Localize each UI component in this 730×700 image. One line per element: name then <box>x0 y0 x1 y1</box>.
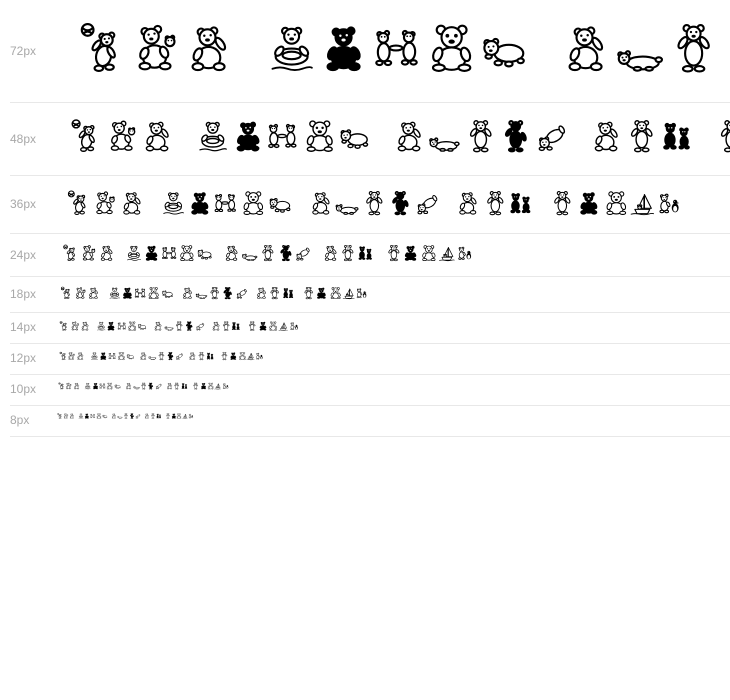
black-teddy-seated-icon <box>143 241 161 265</box>
crawling-panda-icon <box>126 350 135 362</box>
bears-in-sailboat-icon <box>438 241 456 265</box>
bear-with-penguin-icon <box>222 381 229 391</box>
black-teddy-seated-icon <box>258 319 268 333</box>
bending-bear-icon <box>155 381 162 391</box>
standing-bear-icon <box>667 12 720 84</box>
black-teddy-seated-icon <box>315 284 328 302</box>
waterfall-row-18 <box>10 277 730 313</box>
standing-bear-icon <box>624 112 660 160</box>
glyph-preview <box>55 109 730 169</box>
two-black-bears-icon <box>660 112 696 160</box>
standing-bear-icon <box>361 185 388 221</box>
waterfall-row-8 <box>10 406 730 437</box>
panda-in-swim-ring-icon <box>90 350 99 362</box>
lying-bear-icon <box>164 319 174 333</box>
seated-bear-arm-up-icon <box>125 381 132 391</box>
big-seated-bear-icon <box>240 185 267 221</box>
font-size-label: 72px <box>10 43 37 58</box>
seated-bear-arm-up-icon <box>392 112 428 160</box>
bears-in-sailboat-icon <box>246 350 255 362</box>
word-space <box>248 299 255 300</box>
glyph-preview <box>55 350 730 368</box>
black-teddy-seated-icon <box>106 319 116 333</box>
seated-bear-waving-icon <box>455 185 482 221</box>
waterfall-row-10 <box>10 375 730 406</box>
black-teddy-seated-icon <box>187 185 214 221</box>
bear-with-penguin-icon <box>255 350 264 362</box>
black-standing-bear-icon <box>720 12 730 84</box>
big-seated-bear-icon <box>425 12 478 84</box>
word-space <box>295 299 302 300</box>
seated-bear-waving-icon <box>80 319 90 333</box>
waterfall-row-12 <box>10 344 730 375</box>
bending-bear-icon <box>294 241 312 265</box>
standing-bear-icon <box>482 185 509 221</box>
glyph-preview <box>55 240 730 270</box>
seated-bear-arm-up-icon <box>560 12 613 84</box>
big-seated-bear-icon <box>147 284 160 302</box>
bear-reaching-ball-icon <box>60 284 73 302</box>
black-standing-bear-icon <box>166 350 175 362</box>
bending-bear-icon <box>175 350 184 362</box>
standing-bear-icon <box>197 350 206 362</box>
black-standing-bear-icon <box>147 381 154 391</box>
bear-with-penguin-icon <box>188 412 194 420</box>
bears-holding-hands-icon <box>372 12 425 84</box>
panda-in-swim-ring-icon <box>160 185 187 221</box>
word-space <box>146 216 160 217</box>
font-waterfall-preview <box>10 0 730 437</box>
word-space <box>100 299 107 300</box>
standing-bear-walking-icon <box>192 381 199 391</box>
bear-reaching-ball-icon <box>66 185 93 221</box>
word-space <box>176 153 195 154</box>
word-space <box>535 216 549 217</box>
crawling-panda-icon <box>478 12 531 84</box>
waterfall-row-14 <box>10 313 730 344</box>
font-size-label: 8px <box>10 413 30 428</box>
panda-in-swim-ring-icon <box>108 284 121 302</box>
bears-holding-hands-icon <box>161 241 179 265</box>
two-black-bears-icon <box>206 350 215 362</box>
bear-reaching-ball-icon <box>58 381 65 391</box>
mother-bear-with-cub-icon <box>65 381 72 391</box>
black-standing-bear-icon <box>221 284 234 302</box>
word-space <box>569 153 588 154</box>
lying-bear-icon <box>334 185 361 221</box>
standing-bear-icon <box>259 241 277 265</box>
bear-with-penguin-icon <box>289 319 299 333</box>
seated-bear-waving-icon <box>87 284 100 302</box>
font-size-label: 10px <box>10 382 37 397</box>
bear-reaching-ball-icon <box>59 319 69 333</box>
seated-bear-waving-icon <box>76 350 85 362</box>
glyph-preview <box>55 6 730 96</box>
word-space <box>236 74 265 75</box>
crawling-panda-icon <box>337 112 373 160</box>
seated-bear-waving-icon <box>255 284 268 302</box>
bear-with-goggles-icon <box>238 350 247 362</box>
bears-holding-hands-icon <box>266 112 302 160</box>
glyph-preview <box>55 381 730 399</box>
standing-bear-icon <box>174 319 184 333</box>
bears-in-sailboat-icon <box>342 284 355 302</box>
glyph-preview <box>55 182 730 227</box>
seated-bear-waving-icon <box>322 241 340 265</box>
bear-reaching-ball-icon <box>62 241 80 265</box>
standing-bear-icon <box>173 381 180 391</box>
word-space <box>115 261 125 262</box>
bending-bear-icon <box>414 185 441 221</box>
waterfall-rows <box>10 0 730 437</box>
standing-bear-icon <box>157 350 166 362</box>
two-black-bears-icon <box>181 381 188 391</box>
glyph-preview <box>55 412 730 430</box>
big-seated-bear-icon <box>106 381 113 391</box>
mother-bear-with-cub-icon <box>105 112 141 160</box>
standing-bear-icon <box>268 284 281 302</box>
seated-bear-arm-up-icon <box>139 350 148 362</box>
seated-bear-arm-up-icon <box>153 319 163 333</box>
bears-in-sailboat-icon <box>278 319 288 333</box>
lying-bear-icon <box>241 241 259 265</box>
big-seated-bear-icon <box>127 319 137 333</box>
seated-bear-waving-icon <box>183 12 236 84</box>
word-space <box>174 299 181 300</box>
big-seated-bear-icon <box>302 112 338 160</box>
mother-bear-with-cub-icon <box>70 319 80 333</box>
word-space <box>375 261 385 262</box>
standing-bear-icon <box>140 381 147 391</box>
standing-bear-walking-icon <box>385 241 403 265</box>
lying-bear-icon <box>133 381 140 391</box>
glyph-preview <box>55 319 730 337</box>
standing-bear-icon <box>463 112 499 160</box>
font-size-label: 12px <box>10 351 37 366</box>
panda-in-swim-ring-icon <box>96 319 106 333</box>
black-standing-bear-icon <box>184 319 194 333</box>
seated-bear-waving-icon <box>166 381 173 391</box>
seated-bear-waving-icon <box>589 112 625 160</box>
two-black-bears-icon <box>357 241 375 265</box>
word-space <box>441 216 455 217</box>
seated-bear-waving-icon <box>140 112 176 160</box>
bears-holding-hands-icon <box>108 350 117 362</box>
seated-bear-waving-icon <box>188 350 197 362</box>
lying-bear-icon <box>148 350 157 362</box>
bears-holding-hands-icon <box>134 284 147 302</box>
black-standing-bear-icon <box>387 185 414 221</box>
crawling-panda-icon <box>161 284 174 302</box>
standing-bear-icon <box>221 319 231 333</box>
mother-bear-with-cub-icon <box>130 12 183 84</box>
crawling-panda-icon <box>267 185 294 221</box>
word-space <box>293 216 307 217</box>
bear-reaching-ball-icon <box>77 12 130 84</box>
standing-bear-walking-icon <box>714 112 730 160</box>
bear-with-goggles-icon <box>603 185 630 221</box>
seated-bear-waving-icon <box>98 241 116 265</box>
font-size-label: 18px <box>10 287 37 302</box>
bear-with-penguin-icon <box>355 284 368 302</box>
crawling-panda-icon <box>137 319 147 333</box>
black-standing-bear-icon <box>498 112 534 160</box>
word-space <box>695 153 714 154</box>
bear-with-goggles-icon <box>207 381 214 391</box>
big-seated-bear-icon <box>117 350 126 362</box>
seated-bear-arm-up-icon <box>308 185 335 221</box>
lying-bear-icon <box>195 284 208 302</box>
black-teddy-seated-icon <box>231 112 267 160</box>
mother-bear-with-cub-icon <box>74 284 87 302</box>
word-space <box>373 153 392 154</box>
black-standing-bear-icon <box>277 241 295 265</box>
two-black-bears-icon <box>508 185 535 221</box>
lying-bear-icon <box>614 12 667 84</box>
bending-bear-icon <box>534 112 570 160</box>
standing-bear-icon <box>339 241 357 265</box>
black-teddy-seated-icon <box>200 381 207 391</box>
two-black-bears-icon <box>282 284 295 302</box>
glyph-preview <box>55 283 730 306</box>
panda-in-swim-ring-icon <box>84 381 91 391</box>
bears-holding-hands-icon <box>213 185 240 221</box>
big-seated-bear-icon <box>178 241 196 265</box>
seated-bear-waving-icon <box>211 319 221 333</box>
black-teddy-seated-icon <box>99 350 108 362</box>
bears-in-sailboat-icon <box>629 185 656 221</box>
black-teddy-seated-icon <box>576 185 603 221</box>
panda-in-swim-ring-icon <box>195 112 231 160</box>
waterfall-row-48 <box>10 103 730 176</box>
black-teddy-seated-icon <box>121 284 134 302</box>
crawling-panda-icon <box>196 241 214 265</box>
mother-bear-with-cub-icon <box>67 350 76 362</box>
bears-in-sailboat-icon <box>214 381 221 391</box>
bear-with-goggles-icon <box>420 241 438 265</box>
bears-holding-hands-icon <box>117 319 127 333</box>
crawling-panda-icon <box>114 381 121 391</box>
bear-reaching-ball-icon <box>69 112 105 160</box>
bear-with-penguin-icon <box>656 185 683 221</box>
font-size-label: 36px <box>10 197 37 212</box>
standing-bear-walking-icon <box>549 185 576 221</box>
black-teddy-seated-icon <box>318 12 371 84</box>
standing-bear-walking-icon <box>302 284 315 302</box>
seated-bear-arm-up-icon <box>181 284 194 302</box>
bear-reaching-ball-icon <box>59 350 68 362</box>
black-teddy-seated-icon <box>229 350 238 362</box>
seated-bear-waving-icon <box>73 381 80 391</box>
font-size-label: 24px <box>10 247 37 262</box>
bending-bear-icon <box>235 284 248 302</box>
standing-bear-walking-icon <box>220 350 229 362</box>
black-teddy-seated-icon <box>402 241 420 265</box>
word-space <box>312 261 322 262</box>
font-size-label: 14px <box>10 320 37 335</box>
waterfall-row-36 <box>10 176 730 234</box>
bear-with-penguin-icon <box>456 241 474 265</box>
standing-bear-icon <box>208 284 221 302</box>
black-teddy-seated-icon <box>92 381 99 391</box>
bear-with-goggles-icon <box>329 284 342 302</box>
standing-bear-walking-icon <box>247 319 257 333</box>
mother-bear-with-cub-icon <box>80 241 98 265</box>
seated-bear-arm-up-icon <box>223 241 241 265</box>
two-black-bears-icon <box>231 319 241 333</box>
bears-holding-hands-icon <box>99 381 106 391</box>
seated-bear-waving-icon <box>119 185 146 221</box>
panda-in-swim-ring-icon <box>265 12 318 84</box>
waterfall-row-24 <box>10 234 730 277</box>
bending-bear-icon <box>195 319 205 333</box>
lying-bear-icon <box>427 112 463 160</box>
waterfall-row-72 <box>10 0 730 103</box>
bear-with-goggles-icon <box>268 319 278 333</box>
word-space <box>214 261 224 262</box>
font-size-label: 48px <box>10 131 37 146</box>
mother-bear-with-cub-icon <box>92 185 119 221</box>
panda-in-swim-ring-icon <box>125 241 143 265</box>
word-space <box>532 74 561 75</box>
